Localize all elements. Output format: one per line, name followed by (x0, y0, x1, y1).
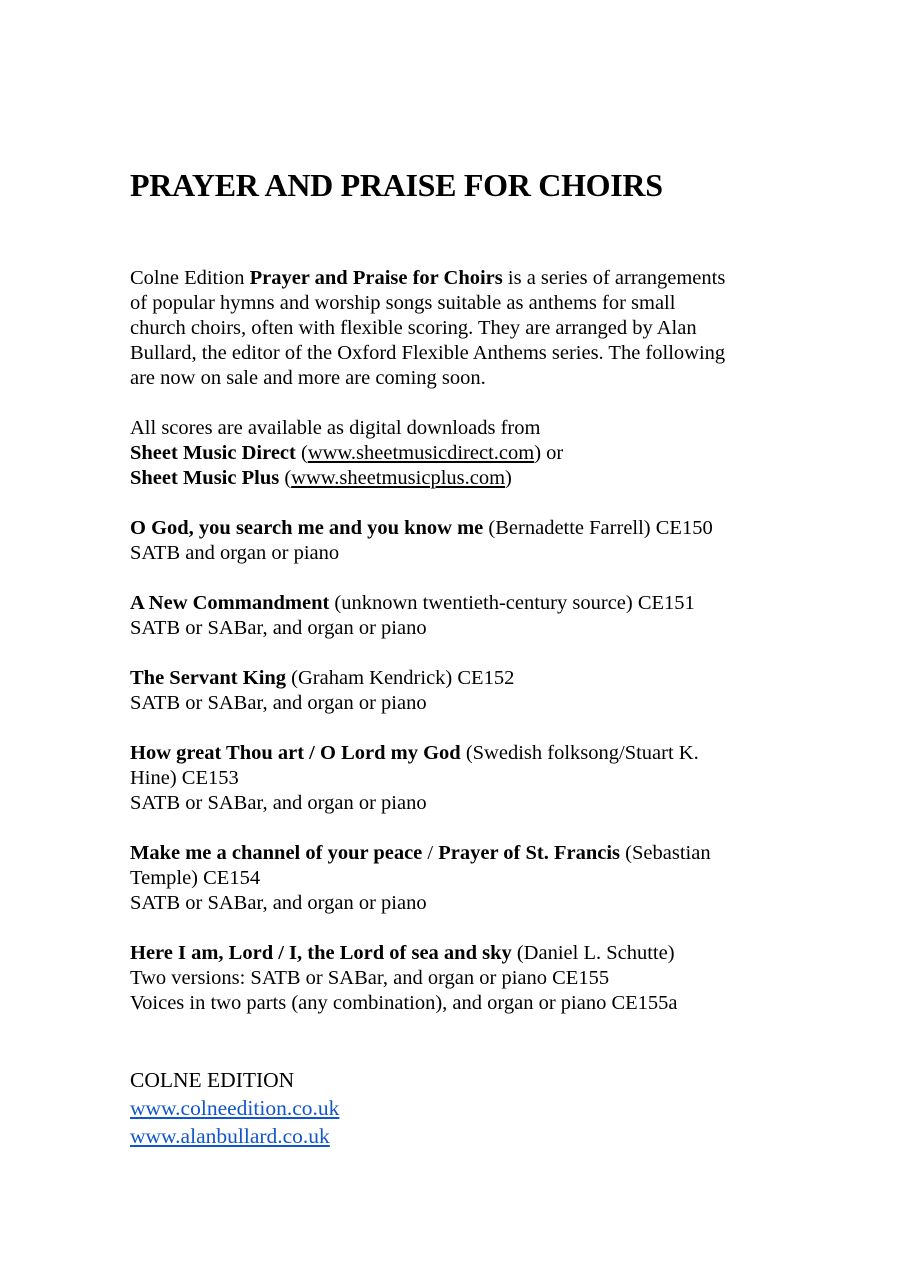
score-entry-ce153 (130, 741, 780, 816)
intro-line-1: Colne Edition Prayer and Praise for Choirs is a series of arrangements (130, 267, 726, 289)
store-url-link[interactable]: www.sheetmusicdirect.com (307, 442, 535, 464)
score-scoring: SATB or SABar, and organ or piano (130, 617, 427, 639)
intro-line-2: of popular hymns and worship songs suitable as anthems for small (130, 292, 676, 314)
score-title: A New Commandment (130, 592, 330, 614)
score-entry-ce152 (130, 666, 780, 716)
intro-line-3: church choirs, often with flexible scoring. They are arranged by Alan (130, 317, 697, 339)
score-detail-continued: Hine) CE153 (130, 767, 239, 789)
score-entry-ce155 (130, 941, 780, 1016)
score-detail: (unknown twentieth-century source) CE151 (329, 592, 695, 614)
score-title: O God, you search me and you know me (130, 517, 484, 539)
score-detail: (Daniel L. Schutte) (511, 942, 675, 964)
score-title: Make me a channel of your peace (130, 842, 423, 864)
series-name: Prayer and Praise for Choirs (249, 267, 503, 289)
publisher-name: COLNE EDITION (130, 1068, 295, 1092)
downloads-line: All scores are available as digital downloads from (130, 417, 541, 439)
score-scoring: Two versions: SATB or SABar, and organ or piano CE155 (130, 967, 610, 989)
intro-line-4: Bullard, the editor of the Oxford Flexible Anthems series. The following (130, 342, 726, 364)
score-scoring: SATB or SABar, and organ or piano (130, 692, 427, 714)
score-scoring: SATB or SABar, and organ or piano (130, 792, 427, 814)
score-scoring-alt: Voices in two parts (any combination), and organ or piano CE155a (130, 992, 678, 1014)
footer (130, 1066, 339, 1150)
score-title: How great Thou art / O Lord my God (130, 742, 461, 764)
store-sheet-music-direct: Sheet Music Direct (www.sheetmusicdirect.com) or (130, 442, 564, 464)
store-name: Sheet Music Direct (130, 442, 296, 464)
document-body (130, 266, 780, 1016)
store-sheet-music-plus: Sheet Music Plus (www.sheetmusicplus.com) (130, 467, 512, 489)
page-title: PRAYER AND PRAISE FOR CHOIRS (130, 167, 663, 203)
score-detail: (Sebastian (620, 842, 711, 864)
intro-line-5: are now on sale and more are coming soon. (130, 367, 486, 389)
downloads-paragraph (130, 416, 780, 491)
score-entry-ce151 (130, 591, 780, 641)
score-title: Here I am, Lord / I, the Lord of sea and sky (130, 942, 512, 964)
score-detail-continued: Temple) CE154 (130, 867, 261, 889)
score-scoring: SATB or SABar, and organ or piano (130, 892, 427, 914)
alan-bullard-link[interactable]: www.alanbullard.co.uk (130, 1124, 330, 1148)
score-detail: (Graham Kendrick) CE152 (286, 667, 515, 689)
store-name: Sheet Music Plus (130, 467, 280, 489)
score-title: The Servant King (130, 667, 287, 689)
score-entry-ce150 (130, 516, 780, 566)
score-detail: (Bernadette Farrell) CE150 (483, 517, 713, 539)
score-title-alt: Prayer of St. Francis (438, 842, 621, 864)
intro-paragraph (130, 266, 780, 391)
score-entry-ce154: Make me a channel of your peace / Prayer of St. Francis (Sebastian Temple) CE154 SATB or SABar, and organ or piano (130, 841, 780, 916)
colne-edition-link[interactable]: www.colneedition.co.uk (130, 1096, 340, 1120)
score-detail: (Swedish folksong/Stuart K. (460, 742, 699, 764)
store-url-link[interactable]: www.sheetmusicplus.com (291, 467, 506, 489)
score-scoring: SATB and organ or piano (130, 542, 340, 564)
